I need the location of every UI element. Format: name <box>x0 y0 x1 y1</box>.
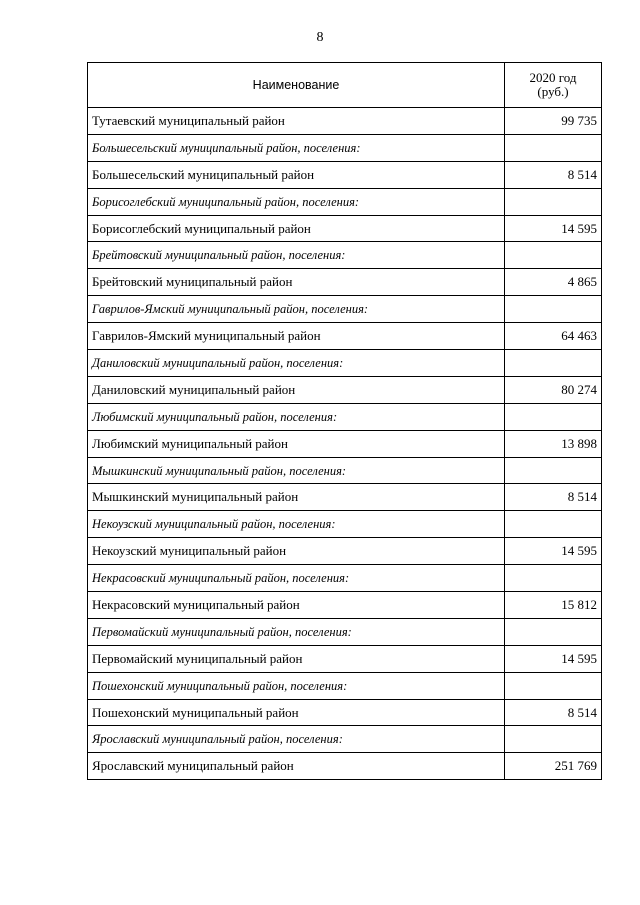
row-name-cell: Пошехонский муниципальный район <box>88 699 505 726</box>
table-row-subheading <box>88 618 602 645</box>
table-row-subheading <box>88 672 602 699</box>
table-body <box>88 108 602 780</box>
row-value-cell <box>505 242 602 269</box>
row-value-cell <box>505 296 602 323</box>
row-value-cell <box>505 403 602 430</box>
row-value-cell: 14 595 <box>505 538 602 565</box>
row-name-cell: Гаврилов-Ямский муниципальный район, поселения: <box>88 296 505 323</box>
row-name-cell: Большесельский муниципальный район <box>88 161 505 188</box>
row-value-cell <box>505 134 602 161</box>
row-value-cell <box>505 457 602 484</box>
row-name-cell: Первомайский муниципальный район, поселения: <box>88 618 505 645</box>
row-name-cell: Некоузский муниципальный район <box>88 538 505 565</box>
row-name-cell: Даниловский муниципальный район, поселения: <box>88 350 505 377</box>
table-row <box>88 592 602 619</box>
table-row <box>88 376 602 403</box>
row-name-cell: Пошехонский муниципальный район, поселения: <box>88 672 505 699</box>
row-value-cell <box>505 565 602 592</box>
row-value-cell: 8 514 <box>505 484 602 511</box>
row-value-cell: 15 812 <box>505 592 602 619</box>
table-row-subheading <box>88 457 602 484</box>
column-header-value <box>505 63 602 108</box>
row-value-cell: 80 274 <box>505 376 602 403</box>
row-name-cell: Брейтовский муниципальный район <box>88 269 505 296</box>
row-name-cell: Мышкинский муниципальный район, поселения: <box>88 457 505 484</box>
budget-table <box>87 62 602 780</box>
row-name-cell: Некрасовский муниципальный район, поселения: <box>88 565 505 592</box>
row-name-cell: Ярославский муниципальный район, поселения: <box>88 726 505 753</box>
row-value-cell <box>505 188 602 215</box>
row-name-cell: Некоузский муниципальный район, поселения: <box>88 511 505 538</box>
row-value-cell: 13 898 <box>505 430 602 457</box>
table-row <box>88 323 602 350</box>
row-value-cell <box>505 726 602 753</box>
row-value-cell: 8 514 <box>505 161 602 188</box>
row-name-cell: Борисоглебский муниципальный район <box>88 215 505 242</box>
table-row-subheading <box>88 565 602 592</box>
table-row-subheading <box>88 726 602 753</box>
row-name-cell: Брейтовский муниципальный район, поселения: <box>88 242 505 269</box>
row-name-cell: Гаврилов-Ямский муниципальный район <box>88 323 505 350</box>
table-row-subheading <box>88 188 602 215</box>
table-header-row <box>88 63 602 108</box>
table-row <box>88 484 602 511</box>
table-row-subheading <box>88 511 602 538</box>
row-name-cell: Тутаевский муниципальный район <box>88 108 505 135</box>
row-value-cell: 99 735 <box>505 108 602 135</box>
row-name-cell: Большесельский муниципальный район, поселения: <box>88 134 505 161</box>
table-row <box>88 753 602 780</box>
column-header-name: Наименование <box>88 63 505 108</box>
row-value-cell: 4 865 <box>505 269 602 296</box>
row-name-cell: Некрасовский муниципальный район <box>88 592 505 619</box>
row-value-cell <box>505 350 602 377</box>
row-value-cell <box>505 672 602 699</box>
table-row <box>88 430 602 457</box>
row-name-cell: Первомайский муниципальный район <box>88 645 505 672</box>
table-row <box>88 108 602 135</box>
row-name-cell: Даниловский муниципальный район <box>88 376 505 403</box>
table-row <box>88 645 602 672</box>
table-row <box>88 699 602 726</box>
page-number: 8 <box>316 30 324 45</box>
table-row-subheading <box>88 134 602 161</box>
row-value-cell <box>505 618 602 645</box>
row-value-cell: 14 595 <box>505 645 602 672</box>
row-name-cell: Любимский муниципальный район <box>88 430 505 457</box>
column-header-year: 2020 год <box>529 70 577 85</box>
row-value-cell: 251 769 <box>505 753 602 780</box>
table-row <box>88 215 602 242</box>
row-value-cell: 64 463 <box>505 323 602 350</box>
row-name-cell: Ярославский муниципальный район <box>88 753 505 780</box>
row-value-cell <box>505 511 602 538</box>
row-name-cell: Любимский муниципальный район, поселения: <box>88 403 505 430</box>
table-row <box>88 269 602 296</box>
table-row <box>88 161 602 188</box>
table-row-subheading <box>88 242 602 269</box>
table-row-subheading <box>88 403 602 430</box>
row-value-cell: 8 514 <box>505 699 602 726</box>
table-row <box>88 538 602 565</box>
column-header-unit: (руб.) <box>537 84 569 99</box>
row-value-cell: 14 595 <box>505 215 602 242</box>
row-name-cell: Борисоглебский муниципальный район, поселения: <box>88 188 505 215</box>
row-name-cell: Мышкинский муниципальный район <box>88 484 505 511</box>
table-row-subheading <box>88 296 602 323</box>
table-row-subheading <box>88 350 602 377</box>
